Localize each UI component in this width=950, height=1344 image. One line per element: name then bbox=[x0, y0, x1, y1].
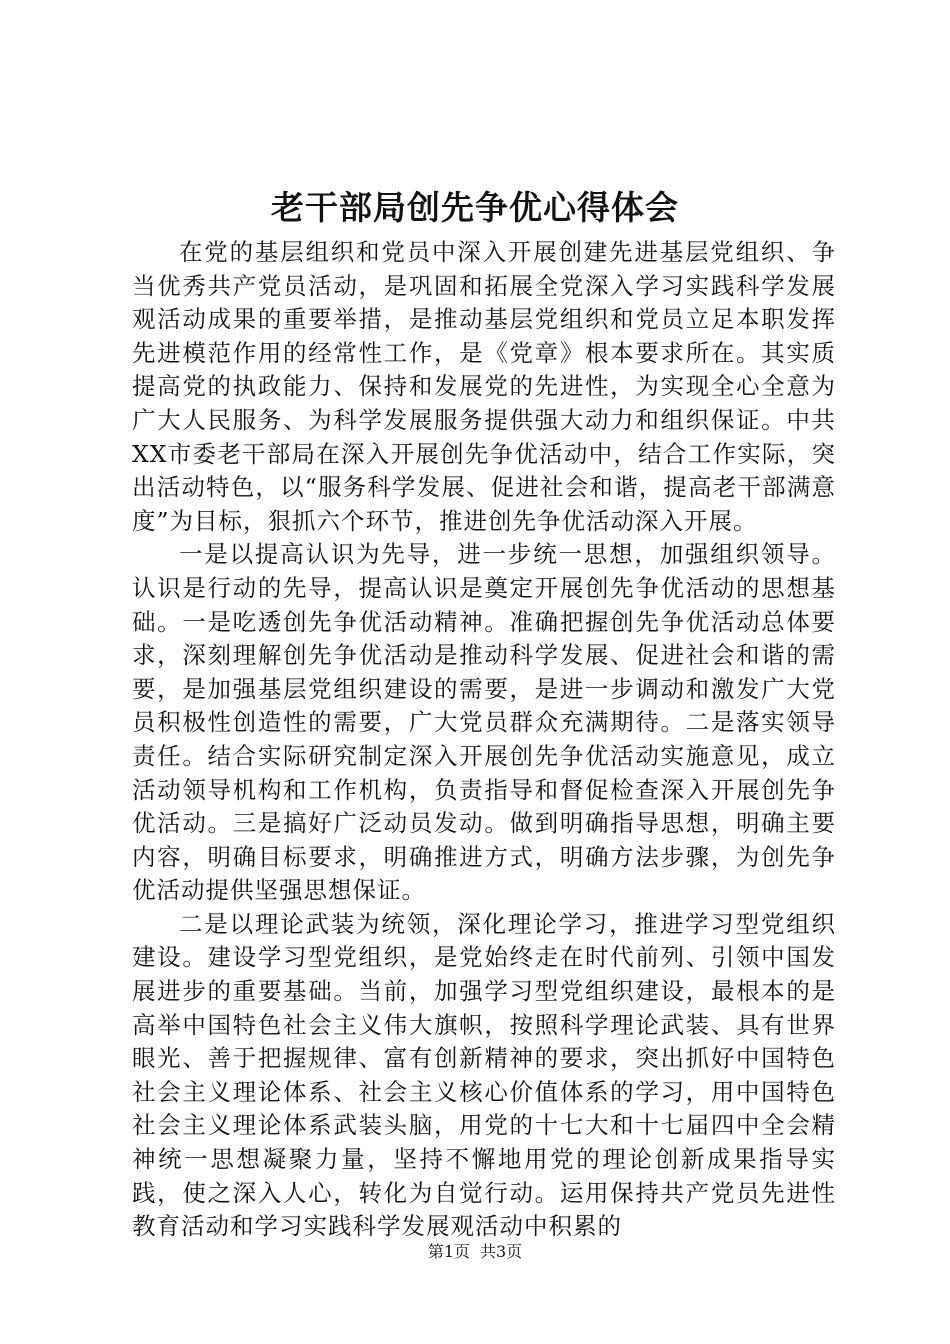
page-footer bbox=[0, 1240, 950, 1264]
document-body bbox=[132, 236, 836, 1244]
paragraph-point-one: 一是以提高认识为先导，进一步统一思想，加强组织领导。认识是行动的先导，提高认识是奠定开展创先争优活动的思想基础。一是吃透创先争优活动精神。准确把握创先争优活动总体要求，深刻理解创先争优活动是推动科学发展、促进社会和谐的需要，是加强基层党组织建设的需要，是进一步调动和激发广大党员积极性创造性的需要，广大党员群众充满期待。二是落实领导责任。结合实际研究制定深入开展创先争优活动实施意见，成立活动领导机构和工作机构，负责指导和督促检查深入开展创先争优活动。三是搞好广泛动员发动。做到明确指导思想，明确主要内容，明确目标要求，明确推进方式，明确方法步骤，为创先争优活动提供坚强思想保证。 bbox=[132, 540, 836, 905]
document-title: 老干部局创先争优心得体会 bbox=[271, 188, 679, 227]
page-total: 共3页 bbox=[480, 1242, 523, 1261]
page-number: 第1页 bbox=[427, 1242, 470, 1261]
paragraph-point-two: 二是以理论武装为统领，深化理论学习，推进学习型党组织建设。建设学习型党组织，是党始终走在时代前列、引领中国发展进步的重要基础。当前，加强学习型党组织建设，最根本的是高举中国特色社会主义伟大旗帜，按照科学理论武装、具有世界眼光、善于把握规律、富有创新精神的要求，突出抓好中国特色社会主义理论体系、社会主义核心价值体系的学习，用中国特色社会主义理论体系武装头脑，用党的十七大和十七届四中全会精神统一思想凝聚力量，坚持不懈地用党的理论创新成果指导实践，使之深入人心，转化为自觉行动。运用保持共产党员先进性教育活动和学习实践科学发展观活动中积累的 bbox=[132, 909, 836, 1241]
paragraph-intro: 在党的基层组织和党员中深入开展创建先进基层党组织、争当优秀共产党员活动，是巩固和拓展全党深入学习实践科学发展观活动成果的重要举措，是推动基层党组织和党员立足本职发挥先进模范作用的经常性工作，是《党章》根本要求所在。其实质提高党的执政能力、保持和发展党的先进性，为实现全心全意为广大人民服务、为科学发展服务提供强大动力和组织保证。中共XX市委老干部局在深入开展创先争优活动中，结合工作实际，突出活动特色，以“服务科学发展、促进社会和谐，提高老干部满意度”为目标，狠抓六个环节，推进创先争优活动深入开展。 bbox=[132, 238, 836, 535]
